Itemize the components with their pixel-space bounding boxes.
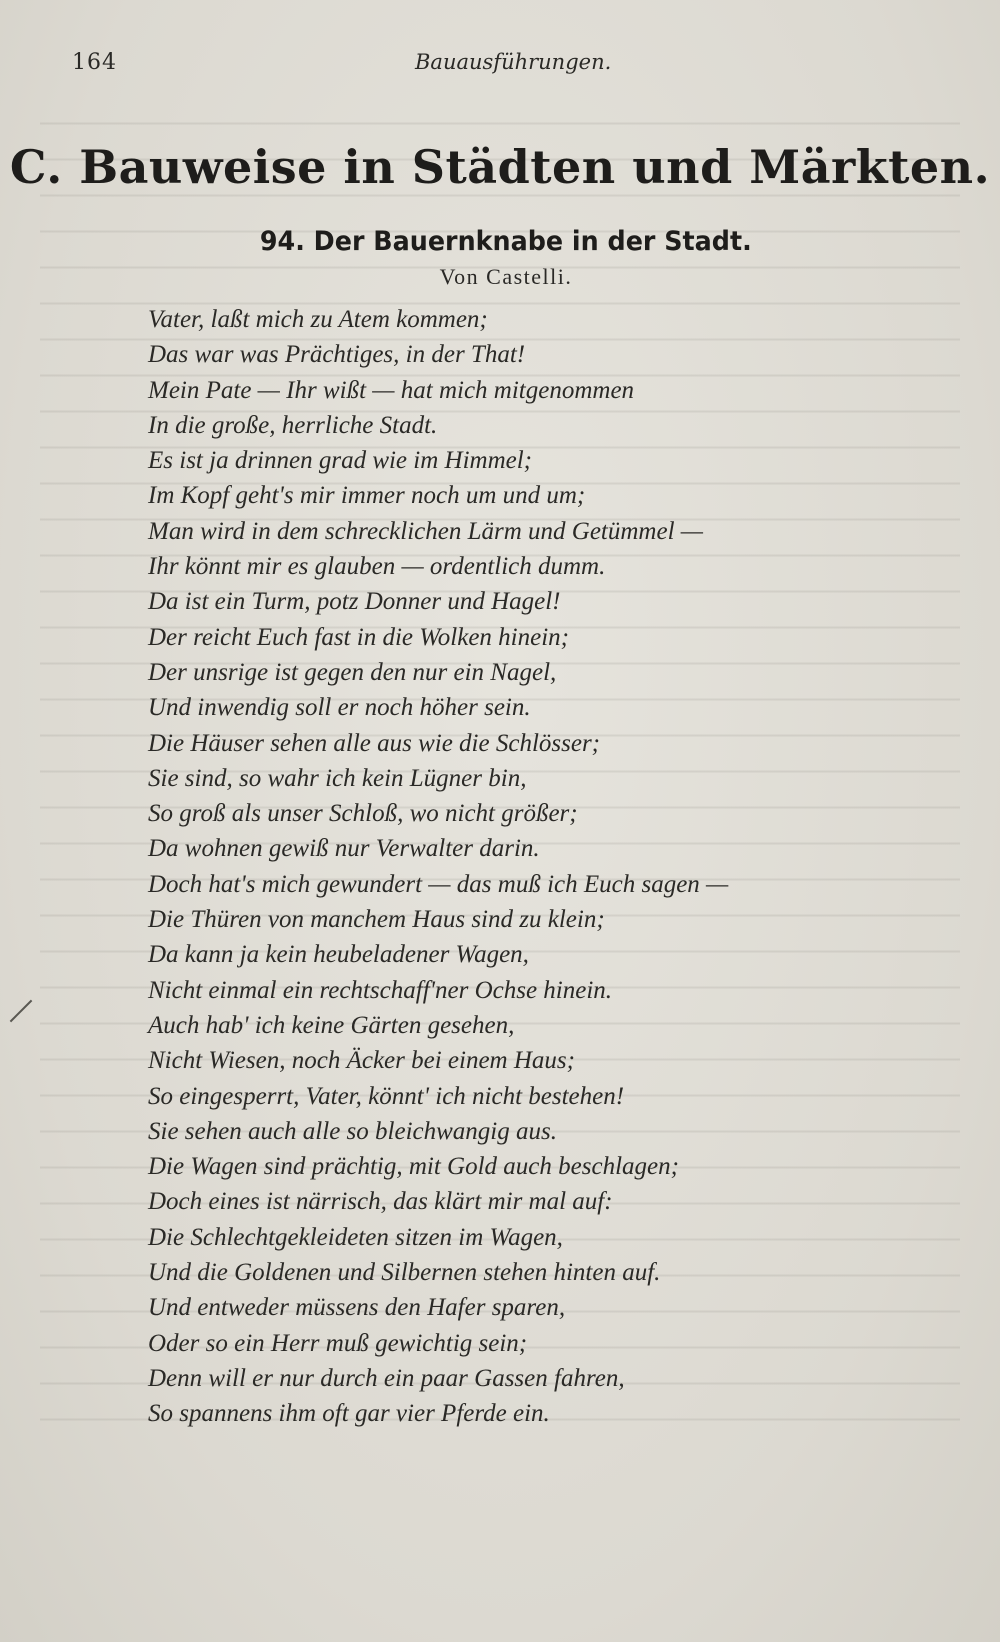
poem-line: Sie sehen auch alle so bleichwangig aus. [148,1117,557,1145]
poem-line: So eingesperrt, Vater, könnt' ich nicht bestehen! [148,1082,625,1110]
poem-author: Von Castelli. [439,264,573,289]
poem-line: Da wohnen gewiß nur Verwalter darin. [148,835,540,863]
poem-line: Mein Pate — Ihr wißt — hat mich mitgenommen [148,376,635,404]
poem-line: Auch hab' ich keine Gärten gesehen, [148,1011,515,1039]
poem-line: Die Wagen sind prächtig, mit Gold auch beschlagen; [148,1153,679,1181]
poem-line: Doch eines ist närrisch, das klärt mir mal auf: [148,1188,613,1216]
poem-title: 94. Der Bauernknabe in der Stadt. [259,226,752,257]
poem-line: Die Häuser sehen alle aus wie die Schlösser; [148,729,601,757]
poem-line: Und entweder müssens den Hafer sparen, [148,1294,566,1322]
poem-body [148,302,948,1432]
margin-pencil-mark [10,1000,33,1023]
poem-line: Es ist ja drinnen grad wie im Himmel; [148,447,533,475]
poem-line: Man wird in dem schrecklichen Lärm und Getümmel — [148,517,704,545]
poem-line: Die Schlechtgekleideten sitzen im Wagen, [148,1223,563,1251]
poem-line: Im Kopf geht's mir immer noch um und um; [148,482,586,510]
poem-line: So groß als unser Schloß, wo nicht größer; [148,800,578,828]
poem-line: Oder so ein Herr muß gewichtig sein; [148,1329,528,1357]
running-head: Bauausführungen. [415,50,612,74]
poem-line: Ihr könnt mir es glauben — ordentlich dumm. [148,553,606,581]
poem-line: In die große, herrliche Stadt. [148,411,438,439]
poem-line: Sie sind, so wahr ich kein Lügner bin, [148,764,527,792]
poem-line: Die Thüren von manchem Haus sind zu klein; [148,906,605,934]
poem-line: So spannens ihm oft gar vier Pferde ein. [148,1400,550,1428]
poem-line: Nicht Wiesen, noch Äcker bei einem Haus; [148,1047,575,1075]
poem-line: Das war was Prächtiges, in der That! [148,341,526,369]
poem-line: Der unsrige ist gegen den nur ein Nagel, [148,658,557,686]
page-number: 164 [72,50,117,75]
section-title: C. Bauweise in Städten und Märkten. [9,140,991,194]
poem-line: Und inwendig soll er noch höher sein. [148,694,531,722]
poem-line: Doch hat's mich gewundert — das muß ich Euch sagen — [148,870,729,898]
poem-line: Vater, laßt mich zu Atem kommen; [148,306,488,333]
poem-line: Da ist ein Turm, potz Donner und Hagel! [148,588,561,616]
poem-line: Nicht einmal ein rechtschaff'ner Ochse hinein. [148,976,613,1004]
poem-line: Der reicht Euch fast in die Wolken hinein; [148,623,569,651]
poem-line: Und die Goldenen und Silbernen stehen hinten auf. [148,1259,661,1287]
poem-line: Denn will er nur durch ein paar Gassen fahren, [148,1364,625,1392]
poem-line: Da kann ja kein heubeladener Wagen, [148,941,529,969]
